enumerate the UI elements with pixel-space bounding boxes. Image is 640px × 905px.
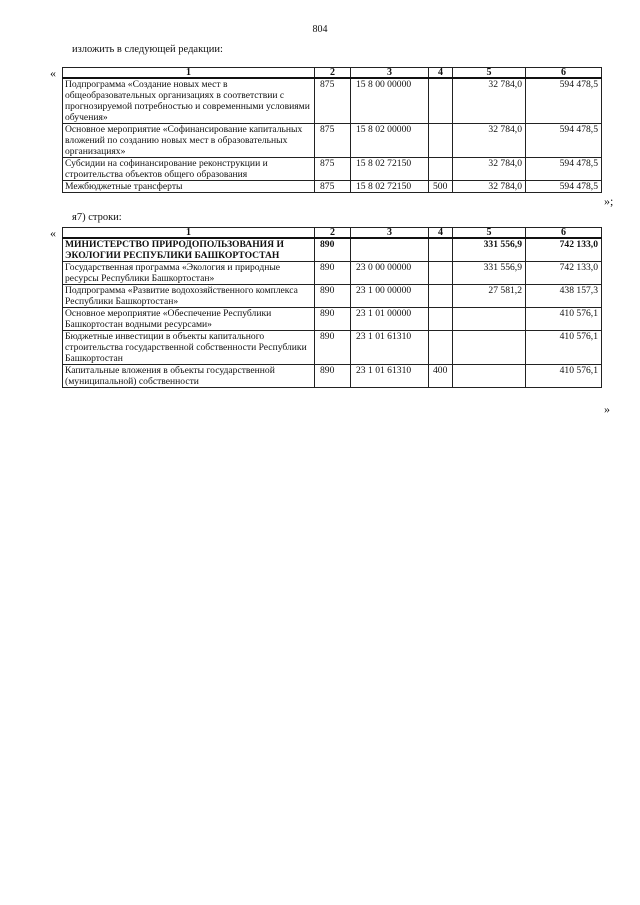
table-row — [63, 365, 602, 388]
table-cell: 23 1 00 00000 — [351, 285, 429, 308]
table-cell — [429, 158, 453, 181]
budget-table-ecology — [62, 227, 602, 388]
table-cell: 23 0 00 00000 — [351, 262, 429, 285]
table-cell: 438 157,3 — [526, 285, 602, 308]
table-cell: 875 — [315, 124, 351, 158]
table-row — [63, 78, 602, 124]
table-cell — [351, 238, 429, 262]
table-row — [63, 124, 602, 158]
table-cell: Межбюджетные трансферты — [63, 181, 315, 193]
column-header: 5 — [453, 68, 526, 79]
table-cell: 742 133,0 — [526, 262, 602, 285]
column-header: 4 — [429, 68, 453, 79]
table-cell: 32 784,0 — [453, 78, 526, 124]
table-cell — [429, 262, 453, 285]
open-quote: « — [50, 66, 56, 80]
table-row — [63, 308, 602, 331]
table-cell — [429, 124, 453, 158]
table-cell: Субсидии на софинансирование реконструкции и строительства объектов общего образования — [63, 158, 315, 181]
table-cell: 410 576,1 — [526, 365, 602, 388]
table-cell: 15 8 02 72150 — [351, 181, 429, 193]
column-header: 6 — [526, 228, 602, 239]
column-header: 3 — [351, 228, 429, 239]
table-cell — [429, 308, 453, 331]
table-cell: Капитальные вложения в объекты государственной (муниципальной) собственности — [63, 365, 315, 388]
table-cell: 32 784,0 — [453, 124, 526, 158]
header-row — [63, 228, 602, 239]
table-cell: 890 — [315, 262, 351, 285]
table-cell — [453, 365, 526, 388]
table-cell: 875 — [315, 78, 351, 124]
table-cell — [429, 238, 453, 262]
table-cell: 32 784,0 — [453, 181, 526, 193]
table-cell: Бюджетные инвестиции в объекты капитального строительства государственной собственности Республики Башкортостан — [63, 331, 315, 365]
open-quote-2: « — [50, 226, 56, 240]
table-cell — [453, 308, 526, 331]
table-cell: 331 556,9 — [453, 262, 526, 285]
close-quote-2: » — [604, 402, 610, 416]
table-cell: Основное мероприятие «Обеспечение Республики Башкортостан водными ресурсами» — [63, 308, 315, 331]
table-row — [63, 181, 602, 193]
table-cell: 594 478,5 — [526, 181, 602, 193]
table-cell: Подпрограмма «Создание новых мест в общеобразовательных организациях в соответствии с прогнозируемой потребностью и современными условиями обучения» — [63, 78, 315, 124]
table-cell — [453, 331, 526, 365]
table-cell: Подпрограмма «Развитие водохозяйственного комплекса Республики Башкортостан» — [63, 285, 315, 308]
table-cell: 742 133,0 — [526, 238, 602, 262]
close-quote: »; — [604, 194, 614, 208]
table-cell: 23 1 01 61310 — [351, 365, 429, 388]
table-row — [63, 285, 602, 308]
table-cell: 32 784,0 — [453, 158, 526, 181]
table-cell: 890 — [315, 238, 351, 262]
budget-table-education — [62, 67, 602, 193]
table-cell: 594 478,5 — [526, 124, 602, 158]
intro-text-2: я7) строки: — [72, 212, 122, 223]
table-row — [63, 331, 602, 365]
table-cell: 890 — [315, 285, 351, 308]
table-cell: 594 478,5 — [526, 78, 602, 124]
table-cell: 23 1 01 00000 — [351, 308, 429, 331]
column-header: 6 — [526, 68, 602, 79]
table-cell: 15 8 00 00000 — [351, 78, 429, 124]
table-cell: Государственная программа «Экология и природные ресурсы Республики Башкортостан» — [63, 262, 315, 285]
column-header: 1 — [63, 68, 315, 79]
table-row — [63, 158, 602, 181]
table-cell: 890 — [315, 365, 351, 388]
table-row — [63, 238, 602, 262]
table-cell: МИНИСТЕРСТВО ПРИРОДОПОЛЬЗОВАНИЯ И ЭКОЛОГИИ РЕСПУБЛИКИ БАШКОРТОСТАН — [63, 238, 315, 262]
table-cell: 594 478,5 — [526, 158, 602, 181]
column-header: 1 — [63, 228, 315, 239]
table-cell: 27 581,2 — [453, 285, 526, 308]
table-cell: 890 — [315, 308, 351, 331]
table-cell — [429, 331, 453, 365]
table-cell: 400 — [429, 365, 453, 388]
table-cell: 500 — [429, 181, 453, 193]
table-cell — [429, 285, 453, 308]
column-header: 2 — [315, 228, 351, 239]
column-header: 3 — [351, 68, 429, 79]
table-cell: 23 1 01 61310 — [351, 331, 429, 365]
table-cell: 15 8 02 72150 — [351, 158, 429, 181]
table-cell: 15 8 02 00000 — [351, 124, 429, 158]
table-cell: 410 576,1 — [526, 331, 602, 365]
header-row — [63, 68, 602, 79]
table-cell: 875 — [315, 158, 351, 181]
column-header: 2 — [315, 68, 351, 79]
table-cell: 875 — [315, 181, 351, 193]
table-cell: 331 556,9 — [453, 238, 526, 262]
table-cell: Основное мероприятие «Софинансирование капитальных вложений по созданию новых мест в образовательных организациях» — [63, 124, 315, 158]
intro-text: изложить в следующей редакции: — [72, 44, 223, 55]
table-cell: 890 — [315, 331, 351, 365]
column-header: 5 — [453, 228, 526, 239]
page-number: 804 — [312, 24, 328, 35]
table-row — [63, 262, 602, 285]
table-cell: 410 576,1 — [526, 308, 602, 331]
column-header: 4 — [429, 228, 453, 239]
table-cell — [429, 78, 453, 124]
